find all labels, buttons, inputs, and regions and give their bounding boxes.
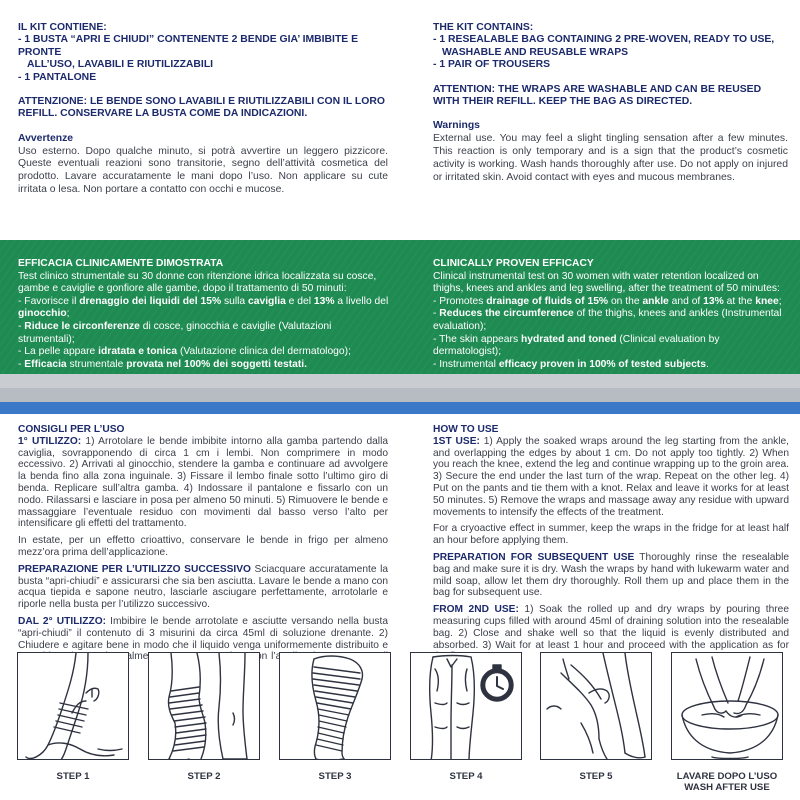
- kit-info-english: [433, 22, 788, 184]
- efficacy-title: EFFICACIA CLINICAMENTE DIMOSTRATA: [18, 258, 224, 269]
- step-label: STEP 5: [579, 771, 613, 782]
- massage-legs-icon: [540, 652, 652, 760]
- step-label: STEP 3: [318, 771, 352, 782]
- step-2: [148, 652, 260, 783]
- efficacy-bullet: - Promotes drainage of fluids of 15% on the ankle and of 13% at the knee;: [433, 295, 782, 307]
- blue-divider: [0, 402, 800, 414]
- kit-item-line: - 1 RESEALABLE BAG CONTAINING 2 PRE-WOVEN, READY TO USE,: [433, 34, 775, 46]
- warnings-title: Avvertenze: [18, 132, 74, 144]
- step-4: [410, 652, 522, 783]
- step-label-en: WASH AFTER USE: [684, 781, 770, 793]
- step-label: STEP 1: [56, 771, 90, 782]
- warnings-title: Warnings: [433, 120, 480, 132]
- summer-tip: For a cryoactive effect in summer, keep the wraps in the fridge for at least half an hour before applying them.: [433, 523, 789, 547]
- wash-basin-icon: [671, 652, 783, 760]
- preparation-paragraph: PREPARAZIONE PER L’UTILIZZO SUCCESSIVO Sciacquare accuratamente la busta “apri-chiudi” e assicurarsi che sia ben asciutta. Lavare le bende a mano con acqua tiepida e sapone neutro, lasciarle asciugare perfettamente, arrotolarle e riporle nella busta per l’utilizzo successivo.: [18, 563, 388, 611]
- efficacy-bullet: - Efficacia strumentale provata nel 100% dei soggetti testati.: [18, 358, 308, 370]
- warnings-text: Uso esterno. Dopo qualche minuto, si potrà avvertire un leggero pizzicore. Queste eventuali reazioni sono transitorie, segno dell’attività cosmetica del prodotto. Lavare accuratamente le mani dopo l’uso. Non applicare su cute irritata o lesa. Non portare a contatto con occhi e mucose.: [18, 145, 388, 196]
- efficacy-title: CLINICALLY PROVEN EFFICACY: [433, 258, 594, 269]
- second-use-paragraph: FROM 2ND USE: 1) Soak the rolled up and dry wraps by pouring three measuring cups filled with around 45ml of draining solution into the resealable bag. 2) Close and shake well so that the liquid is evenly distributed and absorbed. 3) Wait for at least 1 hour and proceed with the application as for: [433, 604, 789, 651]
- efficacy-intro: Test clinico strumentale su 30 donne con ritenzione idrica localizzata su cosce, gambe e caviglie e gonfiore alle gambe, dopo il trattamento di 50 minuti:: [18, 270, 377, 295]
- step-3: [279, 652, 391, 783]
- efficacy-band: [0, 240, 800, 374]
- step-label: [671, 772, 783, 793]
- kit-item-line: - 1 BUSTA “APRI E CHIUDI” CONTENENTE 2 BENDE GIA’ IMBIBITE E PRONTE: [18, 34, 359, 58]
- preparation-paragraph: PREPARATION FOR SUBSEQUENT USE Thoroughly rinse the resealable bag and make sure it is dry. Wash the wraps by hand with lukewarm water and mild soap, allow let them dry thoroughly. Roll them up and place them in the bag for subsequent use.: [433, 551, 789, 599]
- attention-note: ATTENZIONE: LE BENDE SONO LAVABILI E RIUTILIZZABILI CON IL LORO REFILL. CONSERVARE LA BUSTA COME DA INDICAZIONI.: [18, 96, 385, 120]
- warnings-text: External use. You may feel a slight tingling sensation after a few minutes. This reaction is only temporary and is a sign that the product’s cosmetic activity is working. Wash hands thoroughly after use. Do not apply on injured or irritated skin. Avoid contact with eyes and mucous membranes.: [433, 133, 788, 183]
- instructions-title: HOW TO USE: [433, 424, 499, 435]
- efficacy-bullet: - Favorisce il drenaggio dei liquidi del 15% sulla caviglia e del 13% a livello del ginocchio;: [18, 295, 389, 320]
- kit-item-line: - 1 PAIR OF TROUSERS: [433, 59, 551, 71]
- efficacy-bullet: - The skin appears hydrated and toned (Clinical evaluation by dermatologist);: [433, 333, 720, 358]
- wrapped-leg-icon: [279, 652, 391, 760]
- efficacy-italian: [18, 258, 390, 371]
- trousers-timer-icon: [410, 652, 522, 760]
- efficacy-intro: Clinical instrumental test on 30 women with water retention localized on thighs, knees and ankles and leg swelling, after the treatment of 50 minutes:: [433, 270, 780, 295]
- step-label: STEP 2: [187, 771, 221, 782]
- kit-title: IL KIT CONTIENE:: [18, 22, 107, 33]
- step-1: [17, 652, 129, 783]
- kit-item-line: ALL’USO, LAVABILI E RIUTILIZZABILI: [27, 59, 214, 71]
- efficacy-english: [433, 258, 789, 371]
- steps-row: [0, 652, 800, 800]
- instructions-italian: [18, 424, 388, 680]
- step-6: [671, 652, 783, 793]
- wrap-ankle-icon: [17, 652, 129, 760]
- efficacy-bullet: - Instrumental efficacy proven in 100% of tested subjects.: [433, 358, 709, 370]
- kit-info-italian: [18, 22, 388, 197]
- kit-item-line: - 1 PANTALONE: [18, 71, 97, 83]
- instructions-english: [433, 424, 789, 668]
- step-label-it: LAVARE DOPO L’USO: [676, 771, 778, 782]
- first-use-paragraph: 1° UTILIZZO: 1) Arrotolare le bende imbibite intorno alla gamba partendo dalla caviglia, sovrapponendo di circa 1 cm i lembi. Non comprimere in modo eccessivo. 2) Arrivati al ginocchio, stendere la gamba e continuare ad avvolgere la benda fino alla zona inguinale. 3) Fissare il lembo finale sotto l’ultimo giro di benda. Replicare sull’altra gamba. 4) Indossare il pantalone e fissarlo con un nodo. Rilassarsi e lasciare in posa per almeno 50 minuti. 5) Rimuovere le bende e massaggiare l’eventuale residuo con movimenti dal basso verso l’alto per intensificare gli effetti del trattamento.: [18, 435, 388, 530]
- first-use-paragraph: 1ST USE: 1) Apply the soaked wraps around the leg starting from the ankle, and overlapping the edges by about 1 cm. Do not apply too tightly. 2) When you reach the knee, extend the leg and continue wrapping up to the groin area. 3) Secure the end under the last turn of the wrap. Repeat on the other leg. 4) Put on the pants and tie them with a knot. Relax and leave it works for at least 50 minutes. 5) Remove the wraps and massage away any residue with upward movements to intensify the effects of the treatment.: [433, 435, 789, 518]
- summer-tip: In estate, per un effetto crioattivo, conservare le bende in frigo per almeno mezz’ora prima dell’applicazione.: [18, 535, 388, 558]
- second-use-paragraph: DAL 2° UTILIZZO: Imbibire le bende arrotolate e asciutte versando nella busta “apri-chiudi” il contenuto di 3 misurini da circa 45ml di soluzione drenante. 2) Chiudere e agitare bene in modo che il liquido venga uniformemente distribuito e almeno: [18, 615, 388, 663]
- grey-divider-highlight: [0, 374, 800, 388]
- instructions-title: CONSIGLI PER L’USO: [18, 424, 125, 435]
- wrap-knee-icon: [148, 652, 260, 760]
- efficacy-bullet: - Reduces the circumference of the thighs, knees and ankles (Instrumental evaluation);: [433, 308, 782, 332]
- kit-title: THE KIT CONTAINS:: [433, 22, 534, 33]
- efficacy-bullet: - La pelle appare idratata e tonica (Valutazione clinica del dermatologo);: [18, 346, 351, 358]
- step-5: [540, 652, 652, 783]
- efficacy-bullet: - Riduce le circonferenze di cosce, ginocchia e caviglie (Valutazioni strumentali);: [18, 320, 332, 345]
- attention-note: ATTENTION: THE WRAPS ARE WASHABLE AND CAN BE REUSED WITH THEIR REFILL. KEEP THE BAG AS DIRECTED.: [433, 83, 762, 108]
- kit-item-line: WASHABLE AND REUSABLE WRAPS: [442, 46, 629, 58]
- step-label: STEP 4: [449, 771, 483, 782]
